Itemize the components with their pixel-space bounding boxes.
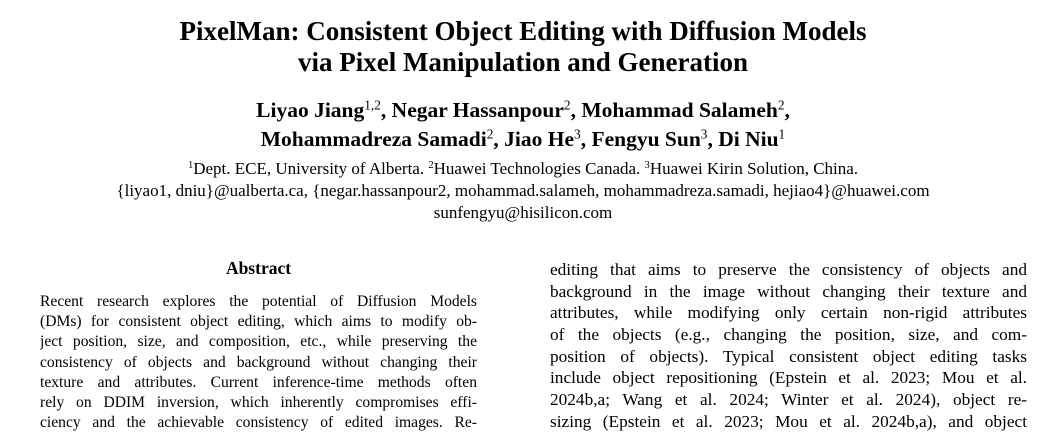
author-separator: , (380, 98, 392, 122)
text-line: include object repositioning (Epstein et al. 2023; Mou et al. (550, 368, 1027, 388)
affiliation-text: Dept. ECE, University of Alberta. (193, 159, 429, 178)
emails-line-2: sunfengyu@hisilicon.com (433, 203, 613, 222)
author-separator: , (580, 127, 592, 151)
author-name: Mohammad Salameh (581, 98, 778, 122)
author-affiliation-mark: 3 (574, 126, 581, 142)
author-separator: , (493, 127, 505, 151)
abstract-body (40, 292, 477, 433)
text-line: consistency of objects and background without changing their (40, 353, 477, 371)
paper-title-line-1: PixelMan: Consistent Object Editing with Diffusion Models (179, 16, 867, 46)
author-affiliation-mark: 2 (563, 97, 571, 113)
author-affiliation-mark: 2 (486, 126, 494, 142)
author-affiliation-mark: 1,2 (364, 97, 381, 113)
author-name: Negar Hassanpour (391, 98, 564, 122)
affiliation-mark: 2 (428, 160, 434, 172)
affiliation-mark: 3 (644, 160, 650, 172)
authors-line-2 (0, 125, 1046, 154)
emails-line-1: {liyao1, dniu}@ualberta.ca, {negar.hassanpour2, mohammad.salameh, mohammadreza.samadi, hejiao4}@huawei.com (116, 181, 930, 200)
text-line: 2024b,a; Wang et al. 2024; Winter et al. 2024), object re- (550, 390, 1027, 410)
affiliation-text: Huawei Technologies Canada. (433, 159, 645, 178)
text-line: texture and attributes. Current inference-time methods often (40, 373, 477, 391)
author-name: Fengyu Sun (591, 127, 701, 151)
text-line: ciency and the achievable consistency of edited images. Re- (40, 414, 477, 432)
author-affiliation-mark: 1 (778, 126, 786, 142)
text-line: rely on DDIM inversion, which inherently compromises effi- (40, 393, 477, 411)
author-name: Di Niu (718, 127, 779, 151)
text-line: editing that aims to preserve the consistency of objects and (550, 260, 1027, 279)
author-affiliation-mark: 3 (700, 126, 708, 142)
text-line: background in the image without changing their texture and (550, 281, 1027, 301)
text-line: of the objects (e.g., changing the position, size, and com- (550, 325, 1027, 345)
author-affiliation-mark: 2 (777, 97, 785, 113)
author-name: Jiao He (504, 127, 575, 151)
author-name: Mohammadreza Samadi (260, 127, 487, 151)
text-line: sizing (Epstein et al. 2023; Mou et al. 2024b,a), and object (550, 411, 1027, 431)
text-line: ject position, size, and composition, etc., while preserving the (40, 333, 477, 351)
affiliation-text: Huawei Kirin Solution, China. (649, 159, 859, 178)
text-line: position of objects). Typical consistent object editing tasks (550, 346, 1027, 366)
author-name: Liyao Jiang (256, 98, 365, 122)
author-separator: , (707, 127, 719, 151)
author-separator: , (784, 98, 790, 122)
affiliations (0, 158, 1046, 180)
text-line: attributes, while modifying only certain non-rigid attributes (550, 303, 1027, 323)
affiliation-mark: 1 (187, 160, 194, 172)
text-line: (DMs) for consistent object editing, which aims to modify ob- (40, 313, 477, 331)
right-column-body (550, 259, 1027, 433)
authors-line-1 (0, 96, 1046, 125)
text-line: Recent research explores the potential of Diffusion Models (40, 293, 477, 310)
paper-title-line-2: via Pixel Manipulation and Generation (297, 47, 749, 77)
abstract-heading: Abstract (225, 258, 292, 278)
author-separator: , (570, 98, 582, 122)
